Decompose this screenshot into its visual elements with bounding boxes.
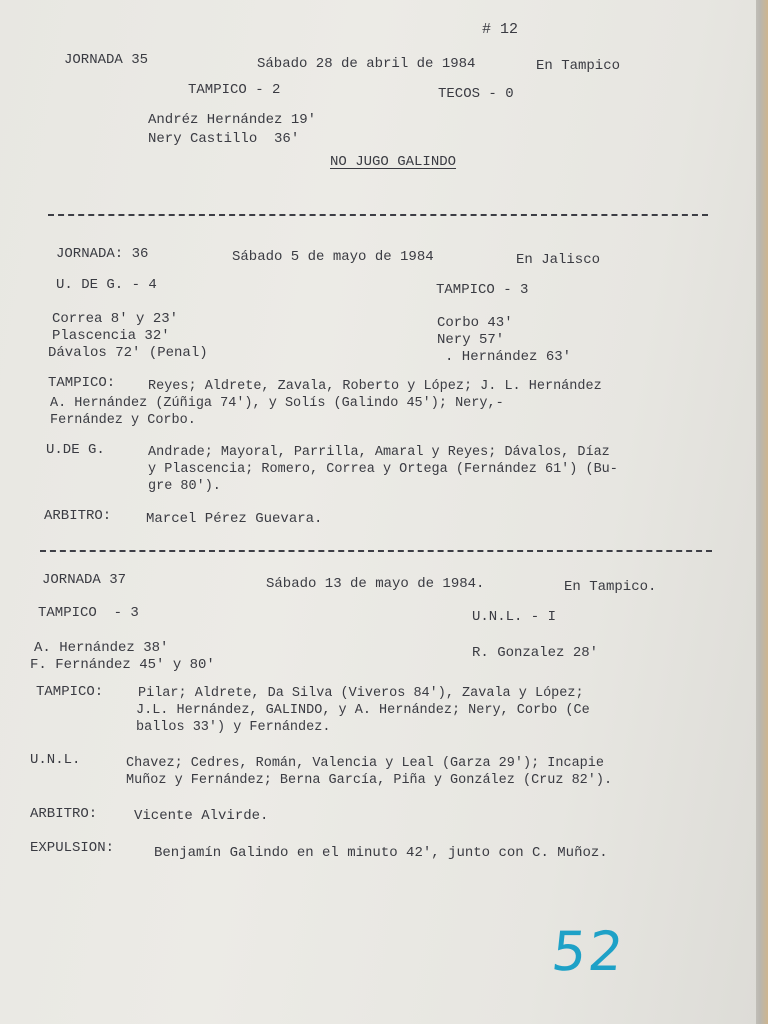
j37-venue: En Tampico. bbox=[564, 579, 657, 595]
j35-venue: En Tampico bbox=[536, 58, 621, 74]
j35-note: NO JUGO GALINDO bbox=[330, 154, 457, 170]
page-label: # 12 bbox=[482, 21, 519, 38]
j37-tampico-label: TAMPICO: bbox=[36, 684, 104, 700]
j36-udeg-line: gre 80'). bbox=[148, 479, 221, 494]
j36-home-goal: Correa 8' y 23' bbox=[52, 311, 179, 327]
j36-udeg-label: U.DE G. bbox=[46, 442, 105, 458]
j36-away-goal: Corbo 43' bbox=[437, 315, 513, 331]
j37-jornada: JORNADA 37 bbox=[42, 572, 127, 588]
j37-tampico-line: ballos 33') y Fernández. bbox=[136, 720, 331, 735]
j36-jornada: JORNADA: 36 bbox=[56, 246, 149, 262]
j36-udeg-line: y Plascencia; Romero, Correa y Ortega (Fernández 61') (Bu- bbox=[148, 462, 618, 477]
j37-expulsion: Benjamín Galindo en el minuto 42', junto con C. Muñoz. bbox=[154, 845, 608, 861]
j36-referee: Marcel Pérez Guevara. bbox=[146, 511, 323, 527]
j36-udeg-line: Andrade; Mayoral, Parrilla, Amaral y Reyes; Dávalos, Díaz bbox=[148, 445, 610, 460]
j35-away-score: TECOS - 0 bbox=[438, 86, 514, 102]
j37-tampico-line: J.L. Hernández, GALINDO, y A. Hernández; Nery, Corbo (Ce bbox=[136, 703, 590, 718]
j37-away-goal: R. Gonzalez 28' bbox=[472, 645, 599, 661]
j35-jornada: JORNADA 35 bbox=[64, 52, 149, 68]
j37-away-score: U.N.L. - I bbox=[472, 609, 557, 625]
j35-goal-2: Nery Castillo 36' bbox=[148, 131, 300, 147]
j36-home-score: U. DE G. - 4 bbox=[56, 277, 157, 293]
j36-home-goal: Dávalos 72' (Penal) bbox=[48, 345, 208, 361]
j37-unl-line: Chavez; Cedres, Román, Valencia y Leal (Garza 29'); Incapie bbox=[126, 756, 604, 771]
j36-tampico-line: Reyes; Aldrete, Zavala, Roberto y López; J. L. Hernández bbox=[148, 379, 602, 394]
j36-tampico-line: Fernández y Corbo. bbox=[50, 413, 196, 428]
handwritten-page-number: 52 bbox=[548, 920, 629, 983]
j37-home-goal: F. Fernández 45' y 80' bbox=[30, 657, 215, 673]
j36-tampico-line: A. Hernández (Zúñiga 74'), y Solís (Galindo 45'); Nery,- bbox=[50, 396, 504, 411]
j37-unl-line: Muñoz y Fernández; Berna García, Piña y González (Cruz 82'). bbox=[126, 773, 613, 788]
j35-home-score: TAMPICO - 2 bbox=[188, 82, 281, 98]
j37-referee: Vicente Alvirde. bbox=[134, 808, 269, 824]
j36-date: Sábado 5 de mayo de 1984 bbox=[232, 249, 434, 265]
j36-away-score: TAMPICO - 3 bbox=[436, 282, 529, 298]
j37-referee-label: ARBITRO: bbox=[30, 806, 98, 822]
divider bbox=[40, 550, 712, 552]
j37-home-score: TAMPICO - 3 bbox=[38, 605, 139, 621]
j36-away-goal: . Hernández 63' bbox=[445, 349, 572, 365]
j35-goal-1: Andréz Hernández 19' bbox=[148, 112, 317, 128]
j36-venue: En Jalisco bbox=[516, 252, 601, 268]
j37-date: Sábado 13 de mayo de 1984. bbox=[266, 576, 485, 592]
j37-expulsion-label: EXPULSION: bbox=[30, 840, 115, 856]
j36-home-goal: Plascencia 32' bbox=[52, 328, 170, 344]
j36-referee-label: ARBITRO: bbox=[44, 508, 112, 524]
j36-tampico-label: TAMPICO: bbox=[48, 375, 116, 391]
j36-away-goal: Nery 57' bbox=[437, 332, 505, 348]
j35-date: Sábado 28 de abril de 1984 bbox=[257, 56, 476, 72]
divider bbox=[48, 214, 708, 216]
j37-tampico-line: Pilar; Aldrete, Da Silva (Viveros 84'), Zavala y López; bbox=[138, 686, 584, 701]
j37-home-goal: A. Hernández 38' bbox=[34, 640, 169, 656]
j37-unl-label: U.N.L. bbox=[30, 752, 81, 768]
